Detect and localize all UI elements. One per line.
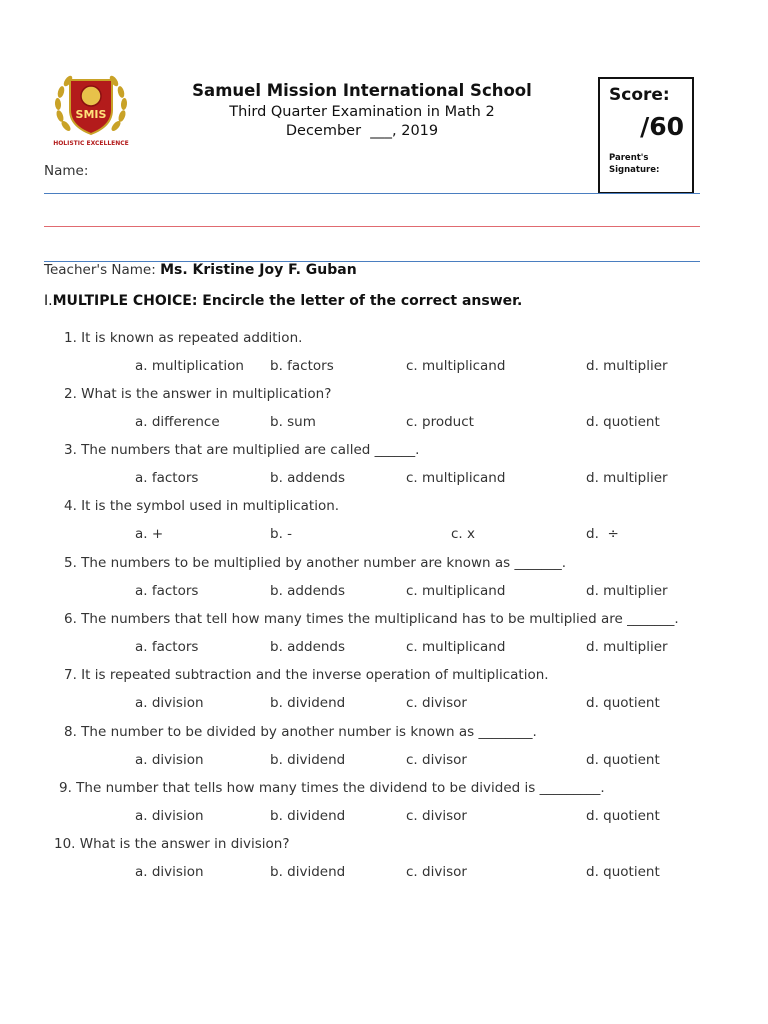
exam-title: Third Quarter Examination in Math 2 <box>229 104 495 120</box>
score-box <box>598 77 694 194</box>
question-6-choice-d[interactable]: d. multiplier <box>586 639 668 655</box>
question-6-choice-b[interactable]: b. addends <box>270 639 346 655</box>
question-2-choice-d[interactable]: d. quotient <box>586 414 660 430</box>
logo-motto: HOLISTIC EXCELLENCE <box>53 140 129 147</box>
question-2-choice-a[interactable]: a. difference <box>135 414 220 430</box>
question-8-choice-d[interactable]: d. quotient <box>586 752 660 768</box>
question-3-choice-d[interactable]: d. multiplier <box>586 470 668 486</box>
question-5-choice-d[interactable]: d. multiplier <box>586 583 668 599</box>
school-logo <box>50 66 132 150</box>
score-label: Score: <box>609 85 670 105</box>
question-9-choice-d[interactable]: d. quotient <box>586 808 660 824</box>
question-4-choice-c[interactable]: c. x <box>451 526 475 542</box>
question-7: 7. It is repeated subtraction and the inverse operation of multiplication. <box>64 667 549 683</box>
logo-text: SMIS <box>75 108 107 121</box>
question-7-choice-d[interactable]: d. quotient <box>586 695 660 711</box>
exam-date: December ___, 2019 <box>285 123 439 139</box>
question-2-choice-b[interactable]: b. sum <box>270 414 316 430</box>
question-6: 6. The numbers that tell how many times the multiplicand has to be multiplied are _______. <box>64 611 679 627</box>
question-9-choice-b[interactable]: b. dividend <box>270 808 346 824</box>
question-1-choice-b[interactable]: b. factors <box>270 358 334 374</box>
question-4-choice-b[interactable]: b. - <box>270 526 293 542</box>
question-5-choice-b[interactable]: b. addends <box>270 583 346 599</box>
question-9: 9. The number that tells how many times the dividend to be divided is _________. <box>59 780 605 796</box>
question-8-choice-b[interactable]: b. dividend <box>270 752 346 768</box>
question-4: 4. It is the symbol used in multiplication. <box>64 498 340 514</box>
teacher-line <box>44 262 357 278</box>
question-2-choice-c[interactable]: c. product <box>406 414 474 430</box>
question-10-choice-b[interactable]: b. dividend <box>270 864 346 880</box>
question-7-choice-a[interactable]: a. division <box>135 695 204 711</box>
name-label: Name: <box>44 163 89 179</box>
question-5-choice-c[interactable]: c. multiplicand <box>406 583 506 599</box>
question-6-choice-a[interactable]: a. factors <box>135 639 199 655</box>
school-name: Samuel Mission International School <box>192 81 532 100</box>
parent-signature-label: Parent's Signature: <box>609 153 660 175</box>
question-7-choice-c[interactable]: c. divisor <box>406 695 467 711</box>
question-8: 8. The number to be divided by another number is known as ________. <box>64 724 537 740</box>
question-5-choice-a[interactable]: a. factors <box>135 583 199 599</box>
divider-line <box>44 226 700 227</box>
question-3-choice-c[interactable]: c. multiplicand <box>406 470 506 486</box>
question-3: 3. The numbers that are multiplied are called ______. <box>64 442 420 458</box>
question-2: 2. What is the answer in multiplication? <box>64 386 332 402</box>
question-10-choice-a[interactable]: a. division <box>135 864 204 880</box>
question-10-choice-c[interactable]: c. divisor <box>406 864 467 880</box>
question-8-choice-a[interactable]: a. division <box>135 752 204 768</box>
question-5: 5. The numbers to be multiplied by another number are known as _______. <box>64 555 567 571</box>
question-4-choice-a[interactable]: a. + <box>135 526 164 542</box>
name-line[interactable] <box>44 193 700 194</box>
question-6-choice-c[interactable]: c. multiplicand <box>406 639 506 655</box>
question-9-choice-a[interactable]: a. division <box>135 808 204 824</box>
question-10: 10. What is the answer in division? <box>54 836 290 852</box>
question-4-choice-d[interactable]: d. ÷ <box>586 526 619 542</box>
question-7-choice-b[interactable]: b. dividend <box>270 695 346 711</box>
question-1: 1. It is known as repeated addition. <box>64 330 303 346</box>
question-1-choice-c[interactable]: c. multiplicand <box>406 358 506 374</box>
question-3-choice-b[interactable]: b. addends <box>270 470 346 486</box>
section-instructions: MULTIPLE CHOICE: Encircle the letter of the correct answer. <box>52 293 523 309</box>
score-total: /60 <box>640 112 684 141</box>
question-9-choice-c[interactable]: c. divisor <box>406 808 467 824</box>
question-1-choice-d[interactable]: d. multiplier <box>586 358 668 374</box>
question-10-choice-d[interactable]: d. quotient <box>586 864 660 880</box>
teacher-name: Ms. Kristine Joy F. Guban <box>160 262 357 278</box>
section-number: I. <box>44 293 53 309</box>
section-title <box>44 293 522 309</box>
teacher-label: Teacher's Name: <box>44 262 161 278</box>
question-3-choice-a[interactable]: a. factors <box>135 470 199 486</box>
question-1-choice-a[interactable]: a. multiplication <box>135 358 244 374</box>
question-8-choice-c[interactable]: c. divisor <box>406 752 467 768</box>
